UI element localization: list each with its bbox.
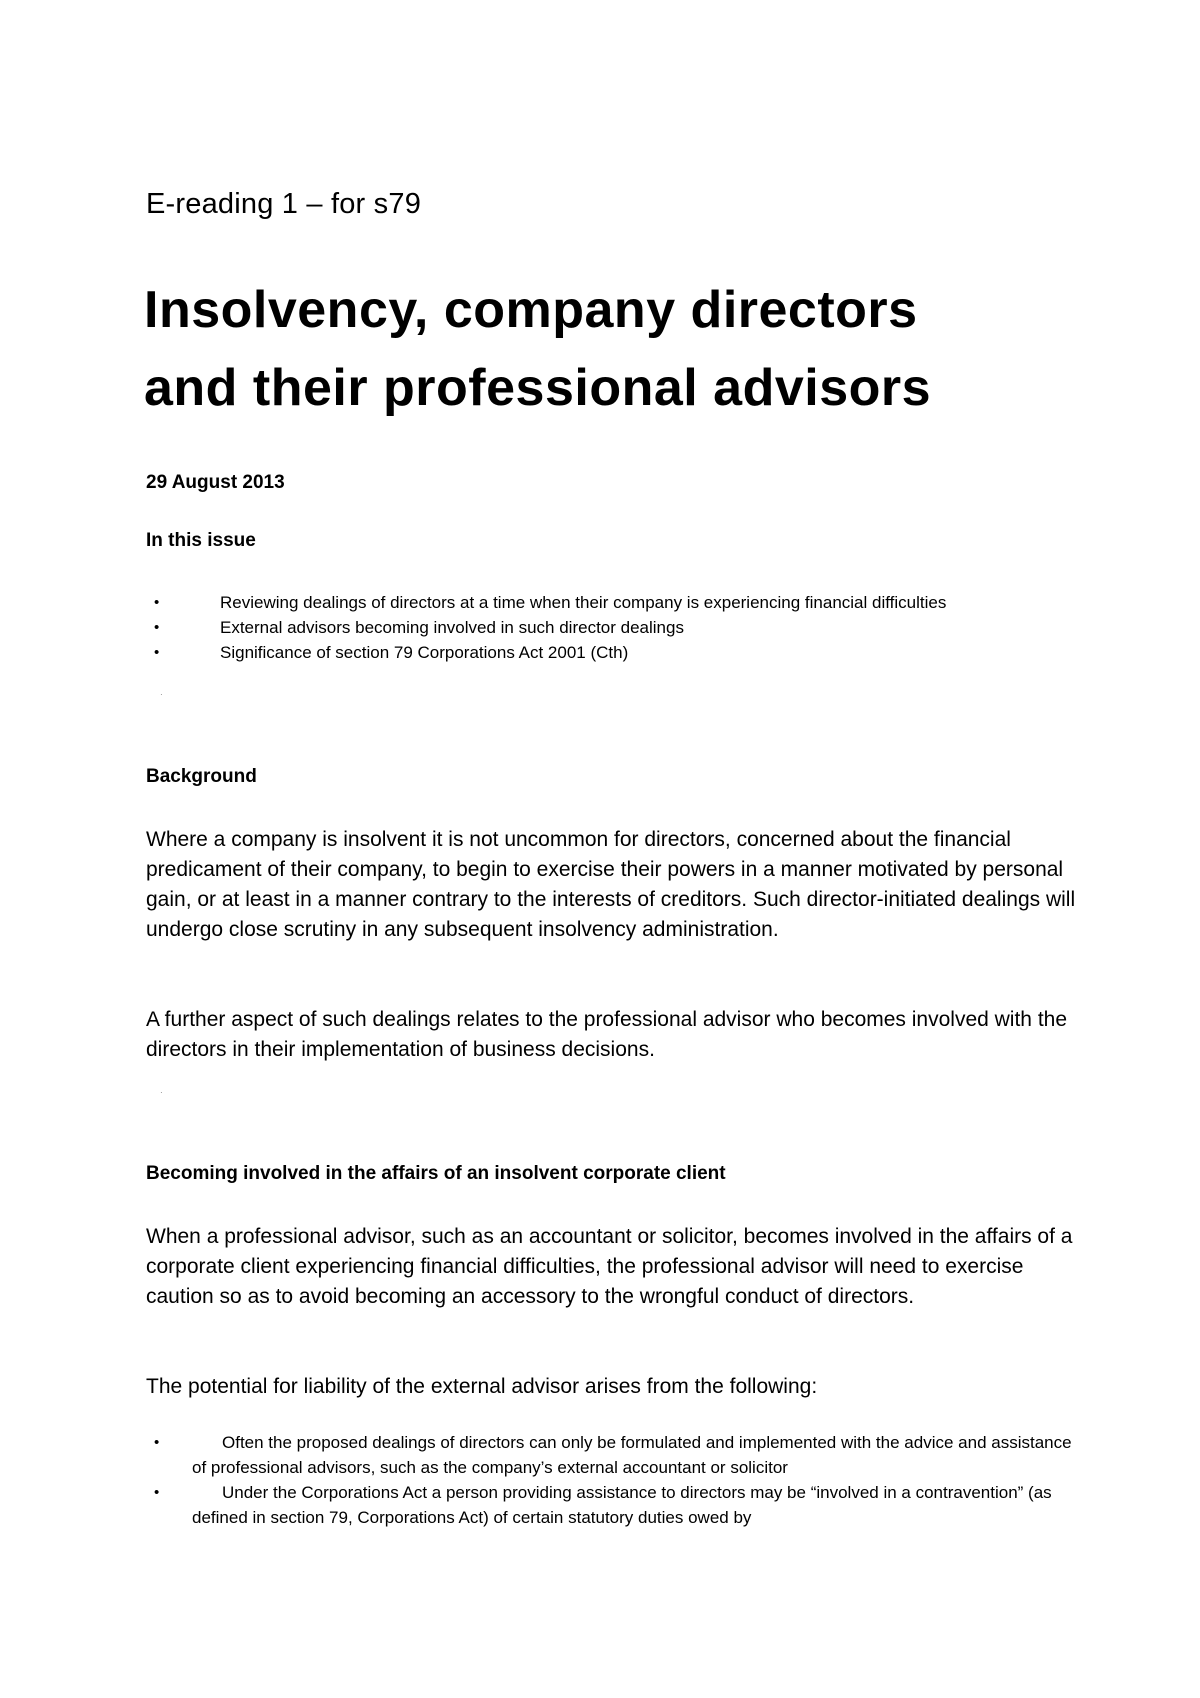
list-item-text: Under the Corporations Act a person providing assistance to directors may be “involved in a contravention” (as defined in section 79, Corporations Act) of certain statutory duties owed by: [192, 1483, 1052, 1527]
list-item-text: Reviewing dealings of directors at a time when their company is experiencing financial difficulties: [220, 593, 947, 612]
in-this-issue-list: [150, 590, 1110, 665]
separator-dot: ·: [160, 1088, 163, 1097]
list-item: [150, 1430, 1090, 1480]
involvement-paragraph-1: When a professional advisor, such as an accountant or solicitor, becomes involved in the affairs of a corporate client experiencing financial difficulties, the professional advisor will need to exercise caution so as to avoid becoming an accessory to the wrongful conduct of directors.: [146, 1225, 1073, 1308]
publication-date: 29 August 2013: [146, 472, 285, 493]
list-item: [150, 590, 1110, 615]
separator-dot: ·: [160, 690, 163, 699]
liability-list: [150, 1430, 1090, 1530]
background-paragraph-1: Where a company is insolvent it is not uncommon for directors, concerned about the financial predicament of their company, to begin to exercise their powers in a manner motivated by personal gain, or at least in a manner contrary to the interests of creditors. Such director-initiated dealings will undergo close scrutiny in any subsequent insolvency administration.: [146, 828, 1076, 941]
list-item-text: Often the proposed dealings of directors can only be formulated and implemented with the advice and assistance of professional advisors, such as the company’s external accountant or solicitor: [192, 1433, 1072, 1477]
bullet-icon: •: [154, 644, 160, 661]
bullet-icon: •: [154, 1434, 160, 1451]
bullet-icon: •: [154, 619, 160, 636]
background-paragraph-2: A further aspect of such dealings relates to the professional advisor who becomes involved with the directors in their implementation of business decisions.: [146, 1008, 1068, 1061]
involvement-paragraph-2: The potential for liability of the external advisor arises from the following:: [146, 1375, 818, 1398]
list-item-text: Significance of section 79 Corporations Act 2001 (Cth): [220, 643, 629, 662]
bullet-icon: •: [154, 594, 160, 611]
document-title-line-2: and their professional advisors: [144, 359, 932, 417]
list-item: [150, 640, 1110, 665]
list-item: [150, 615, 1110, 640]
list-item-text: External advisors becoming involved in such director dealings: [220, 618, 684, 637]
involvement-heading: Becoming involved in the affairs of an insolvent corporate client: [146, 1163, 726, 1184]
in-this-issue-heading: In this issue: [146, 530, 256, 551]
list-item: [150, 1480, 1090, 1530]
background-heading: Background: [146, 766, 257, 787]
document-title-line-1: Insolvency, company directors: [144, 281, 918, 339]
reading-subtitle: E-reading 1 – for s79: [146, 188, 422, 220]
bullet-icon: •: [154, 1484, 160, 1501]
